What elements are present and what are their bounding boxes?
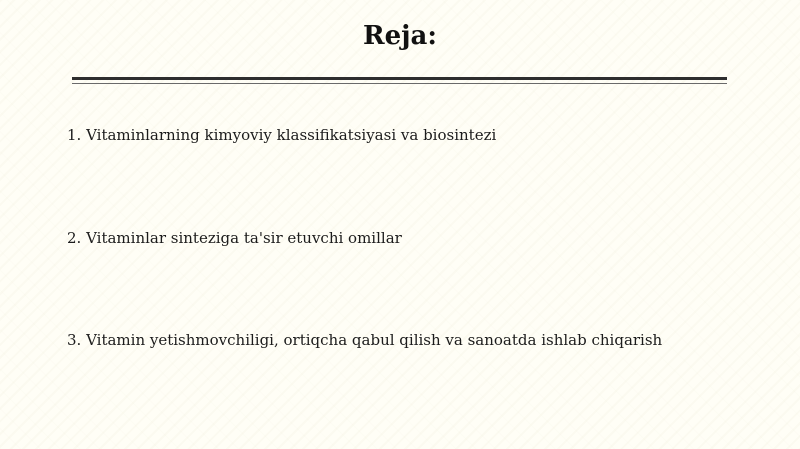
slide-title: Reja: <box>362 21 437 51</box>
agenda-item-1: 1. Vitaminlarning kimyoviy klassifikatsiyasi va biosintezi <box>67 126 497 144</box>
agenda-item-3: 3. Vitamin yetishmovchiligi, ortiqcha qabul qilish va sanoatda ishlab chiqarish <box>67 331 663 349</box>
title-divider-thin <box>72 83 727 84</box>
agenda-item-2: 2. Vitaminlar sinteziga ta'sir etuvchi omillar <box>67 229 402 247</box>
title-divider-thick <box>72 77 727 80</box>
